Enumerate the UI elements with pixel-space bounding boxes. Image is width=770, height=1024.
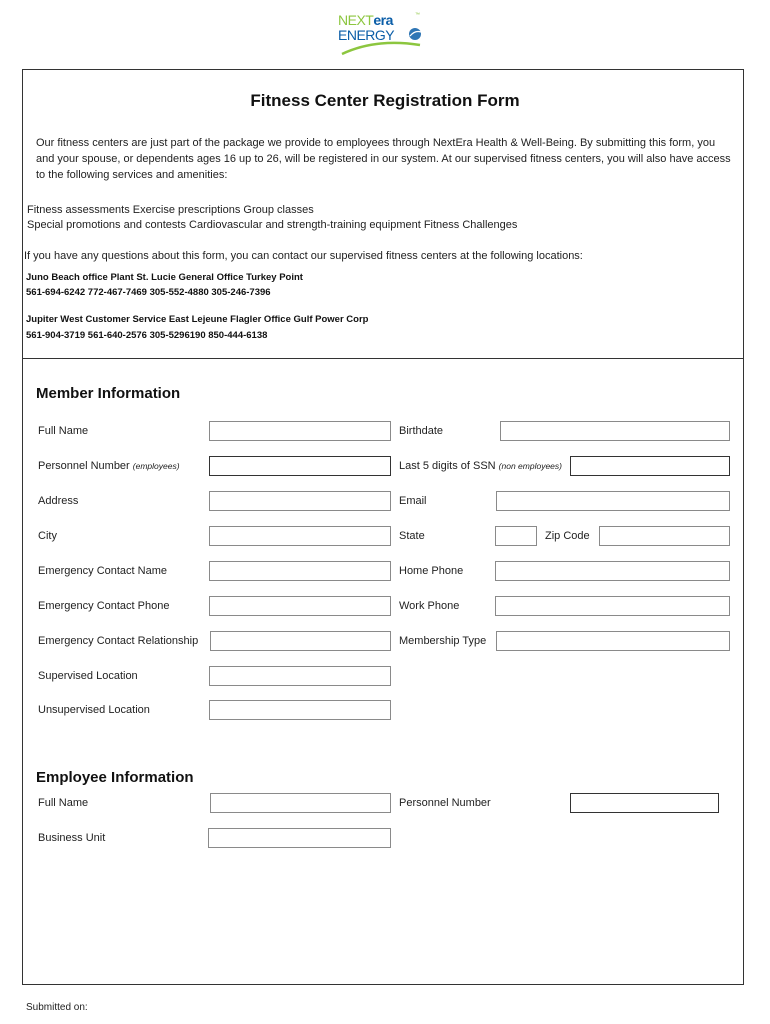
logo-text-next: NEXTera <box>338 12 393 28</box>
work-phone-label: Work Phone <box>399 600 460 612</box>
employee-full-name-label: Full Name <box>38 797 89 809</box>
emergency-contact-phone-input[interactable] <box>209 596 391 616</box>
emergency-contact-name-input[interactable] <box>209 561 391 581</box>
zip-code-input[interactable] <box>599 526 730 546</box>
submitted-on-label: Submitted on: <box>26 1002 88 1013</box>
address-input[interactable] <box>209 491 391 511</box>
email-label: Email <box>399 495 427 507</box>
employee-personnel-number-input[interactable] <box>570 793 719 813</box>
business-unit-input[interactable] <box>208 828 391 848</box>
emergency-contact-name-label: Emergency Contact Name <box>38 565 167 577</box>
locations-line-1: Juno Beach office Plant St. Lucie General Office Turkey Point <box>26 272 303 283</box>
employee-info-heading: Employee Information <box>36 769 194 786</box>
home-phone-label: Home Phone <box>399 565 464 577</box>
logo-swoosh-icon <box>336 8 432 56</box>
work-phone-input[interactable] <box>495 596 730 616</box>
emergency-contact-relationship-input[interactable] <box>210 631 391 651</box>
nextera-energy-logo <box>336 8 432 56</box>
intro-paragraph: Our fitness centers are just part of the package we provide to employees through NextEra Health & Well-Being. By submitting this form, you and your spouse, or dependents ages 16 up to 26, will be registered in our system. At our supervised fitness centers, you will also have access to the following services and amenities: <box>36 137 731 181</box>
questions-line: If you have any questions about this form, you can contact our supervised fitness centers at the following locations: <box>24 250 583 262</box>
city-input[interactable] <box>209 526 391 546</box>
employee-personnel-number-label: Personnel Number <box>399 797 491 809</box>
services-line-2: Special promotions and contests Cardiovascular and strength-training equipment Fitness Challenges <box>27 219 518 231</box>
ssn-label: Last 5 digits of SSN (non employees) <box>399 460 562 472</box>
zip-code-label: Zip Code <box>545 530 590 542</box>
membership-type-label: Membership Type <box>399 635 487 647</box>
full-name-input[interactable] <box>209 421 391 441</box>
services-line-1: Fitness assessments Exercise prescriptions Group classes <box>27 204 314 216</box>
supervised-location-input[interactable] <box>209 666 391 686</box>
locations-line-2: Jupiter West Customer Service East Lejeune Flagler Office Gulf Power Corp <box>26 314 369 325</box>
business-unit-label: Business Unit <box>38 832 106 844</box>
member-info-heading: Member Information <box>36 385 181 402</box>
logo-trademark: ™ <box>415 12 420 18</box>
employee-full-name-input[interactable] <box>210 793 391 813</box>
unsupervised-location-input[interactable] <box>209 700 391 720</box>
city-label: City <box>38 530 57 542</box>
personnel-number-input[interactable] <box>209 456 391 476</box>
logo-text-energy: ENERGY <box>338 27 395 43</box>
membership-type-input[interactable] <box>496 631 730 651</box>
home-phone-input[interactable] <box>495 561 730 581</box>
birthdate-label: Birthdate <box>399 425 444 437</box>
personnel-number-label: Personnel Number (employees) <box>38 460 180 472</box>
state-label: State <box>399 530 425 542</box>
phones-line-2: 561-904-3719 561-640-2576 305-5296190 850-444-6138 <box>26 330 268 341</box>
birthdate-input[interactable] <box>500 421 730 441</box>
address-label: Address <box>38 495 79 507</box>
ssn-input[interactable] <box>570 456 730 476</box>
emergency-contact-relationship-label: Emergency Contact Relationship <box>38 635 199 647</box>
emergency-contact-phone-label: Emergency Contact Phone <box>38 600 170 612</box>
phones-line-1: 561-694-6242 772-467-7469 305-552-4880 305-246-7396 <box>26 287 271 298</box>
section-divider <box>22 358 744 359</box>
unsupervised-location-label: Unsupervised Location <box>38 704 150 716</box>
full-name-label: Full Name <box>38 425 89 437</box>
state-input[interactable] <box>495 526 537 546</box>
email-input[interactable] <box>496 491 730 511</box>
supervised-location-label: Supervised Location <box>38 670 138 682</box>
form-title: Fitness Center Registration Form <box>250 91 520 110</box>
